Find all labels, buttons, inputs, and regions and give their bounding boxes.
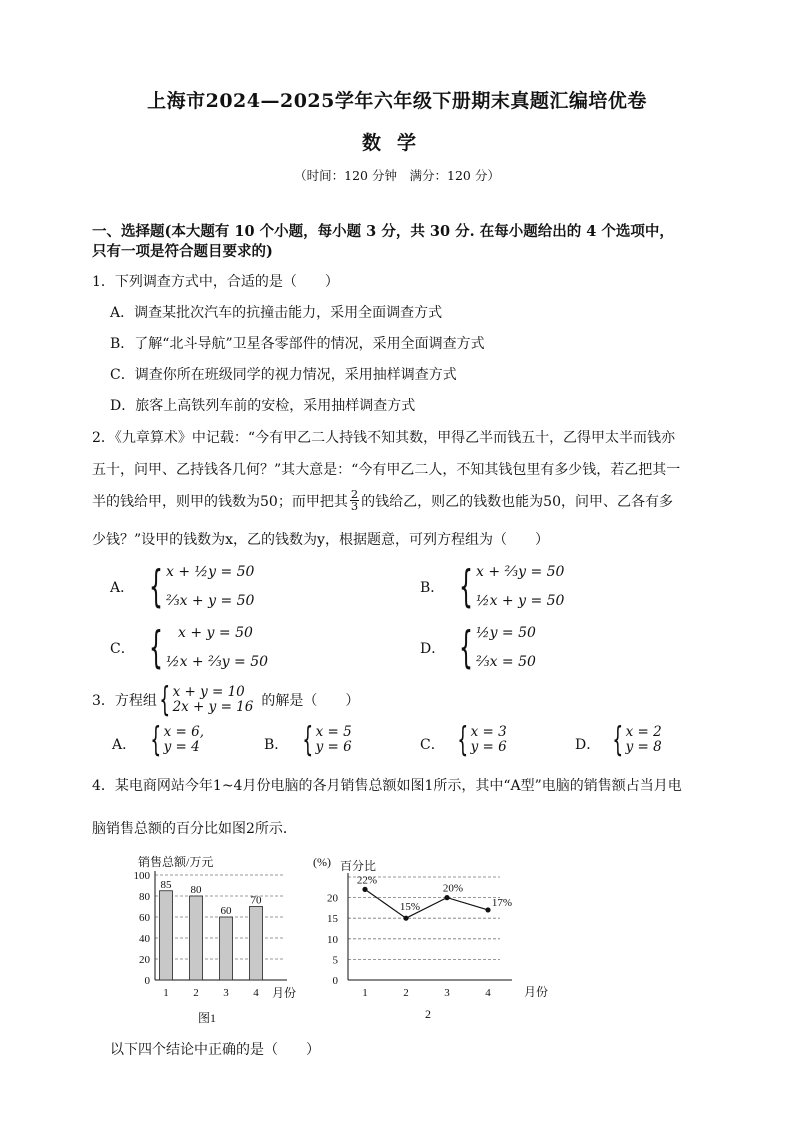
y-tick-label: 60	[139, 912, 150, 924]
q2-line2: 五十，问甲、乙持钱各几何？”其大意是：“今有甲乙二人，不知其钱包里有多少钱，若乙把其一	[92, 462, 681, 478]
y-tick-label: 15	[327, 913, 338, 926]
y-tick-label: 0	[332, 975, 338, 987]
q2-option-c-system: { x + y = 50 ½x + ⅔y = 50	[149, 622, 269, 673]
q3-label-b: B．	[264, 737, 289, 753]
q1-option-a: A．调查某批次汽车的抗撞击能力，采用全面调查方式	[110, 305, 443, 321]
q3-label-d: D．	[575, 737, 601, 753]
chart-bars	[160, 879, 263, 980]
bar-value-label: 70	[250, 894, 262, 907]
y-tick-label: 10	[327, 933, 338, 946]
brace-icon: {	[459, 561, 473, 612]
page-title: 上海市2024—2025学年六年级下册期末真题汇编培优卷	[147, 90, 647, 112]
brace-icon: {	[457, 720, 469, 760]
data-label: 15%	[399, 901, 421, 914]
chart-unit-label: (%)	[313, 855, 331, 869]
brace-icon: {	[150, 720, 162, 760]
q2-label-c: C．	[110, 641, 135, 657]
q2-line4: 少钱？”设甲的钱数为x，乙的钱数为y，根据题意，可列方程组为（ ）	[92, 532, 549, 548]
y-tick-label: 20	[327, 892, 338, 905]
bar	[160, 891, 173, 980]
bar	[220, 917, 233, 980]
brace-icon: {	[459, 622, 473, 673]
y-tick-label: 100	[133, 870, 150, 882]
q1-option-b: B．了解“北斗导航”卫星各零部件的情况，采用全面调查方式	[110, 336, 485, 352]
bar	[250, 907, 263, 981]
brace-icon: {	[149, 561, 163, 612]
q2-option-a-system: { x + ½y = 50 ⅔x + y = 50	[149, 561, 255, 612]
data-point	[485, 907, 490, 912]
y-tick-label: 40	[139, 933, 150, 945]
chart-axes	[348, 873, 512, 980]
data-label: 20%	[442, 882, 464, 895]
q1-option-c: C．调查你所在班级同学的视力情况，采用抽样调查方式	[110, 367, 457, 383]
bar-value-label: 80	[190, 884, 202, 896]
q3-option-b: { x = 5 y = 6	[302, 720, 352, 760]
q2-label-a: A．	[110, 580, 135, 596]
chart-grid	[348, 877, 500, 959]
bar-chart-fig1	[100, 850, 310, 1025]
chart-xlabel: 月份	[524, 985, 549, 999]
q2-line3-part1: 半的钱给甲，则甲的钱数为50；而甲把其	[92, 493, 348, 510]
chart-ylabel: 销售总额/万元	[138, 855, 214, 869]
q3-system: { x + y = 10 2x + y = 16	[159, 680, 254, 720]
q3-label-a: A．	[112, 737, 137, 753]
data-label: 22%	[356, 874, 378, 887]
y-tick-label: 20	[139, 954, 150, 966]
data-point	[362, 887, 367, 892]
line-chart-fig2	[310, 850, 560, 1025]
q1-stem: 1．下列调查方式中，合适的是（ ）	[92, 274, 339, 290]
data-point	[444, 895, 449, 900]
section-heading-line2: 只有一项是符合题目要求的)	[92, 243, 273, 260]
q2-option-d-system: { ½y = 50 ⅔x = 50	[459, 622, 536, 673]
data-label: 17%	[491, 896, 513, 909]
q2-option-b-system: { x + ⅔y = 50 ½x + y = 50	[459, 561, 565, 612]
q3-option-d: { x = 2 y = 8	[612, 720, 662, 760]
section-heading-line1: 一、选择题(本大题有 10 个小题，每小题 3 分，共 30 分. 在每小题给出的 4 个选项中，	[92, 223, 674, 240]
q3-label-c: C．	[420, 737, 445, 753]
q2-line3-part2: 的钱给乙，则乙的钱数也能为50，问甲、乙各有多	[361, 493, 673, 510]
y-tick-label: 0	[144, 975, 150, 987]
q4-conclusion: 以下四个结论中正确的是（ ）	[110, 1042, 320, 1058]
figure-caption: 图1	[198, 1011, 217, 1025]
brace-icon: {	[149, 622, 163, 673]
bar-value-label: 85	[160, 878, 172, 891]
y-tick-label: 5	[332, 954, 338, 967]
x-tick-label: 3	[223, 987, 229, 999]
time-score-info: （时间：120 分钟 满分：120 分）	[294, 168, 500, 183]
series-line	[365, 889, 488, 918]
chart-grid	[155, 875, 283, 959]
x-tick-label: 4	[253, 987, 259, 999]
subject-heading: 数学	[361, 132, 432, 154]
bar	[190, 896, 203, 980]
q3-stem: 3．方程组 { x + y = 10 2x + y = 16 的解是（ ）	[92, 680, 360, 720]
x-tick-label: 1	[163, 987, 169, 999]
y-tick-label: 80	[139, 891, 150, 903]
x-tick-label: 1	[362, 987, 368, 999]
brace-icon: {	[302, 720, 314, 760]
x-tick-label: 3	[444, 987, 450, 999]
q2-line3	[92, 489, 673, 512]
data-point	[403, 916, 408, 921]
q4-line1: 4．某电商网站今年1~4月份电脑的各月销售总额如图1所示，其中“A型”电脑的销售额占当月电	[92, 778, 682, 794]
chart-xlabel: 月份	[272, 986, 297, 1000]
q3-option-a: { x = 6, y = 4	[150, 720, 205, 760]
bar-value-label: 60	[220, 905, 232, 917]
fraction: $\frac{2}{3}$	[350, 487, 359, 513]
q3-option-c: { x = 3 y = 6	[457, 720, 507, 760]
brace-icon: {	[612, 720, 624, 760]
x-tick-label: 2	[403, 987, 409, 999]
brace-icon: {	[159, 680, 171, 720]
chart-ylabel: 百分比	[340, 859, 377, 873]
q2-label-b: B．	[420, 580, 445, 596]
x-tick-label: 2	[193, 987, 199, 999]
q4-line2: 脑销售总额的百分比如图2所示．	[92, 821, 297, 837]
x-tick-label: 4	[485, 987, 491, 999]
q1-option-d: D．旅客上高铁列车前的安检，采用抽样调查方式	[110, 398, 416, 414]
figure-caption: 2	[425, 1007, 431, 1021]
q2-label-d: D．	[420, 641, 446, 657]
q2-line1: 2．《九章算术》中记载：“今有甲乙二人持钱不知其数，甲得乙半而钱五十，乙得甲太半而钱亦	[92, 430, 676, 446]
